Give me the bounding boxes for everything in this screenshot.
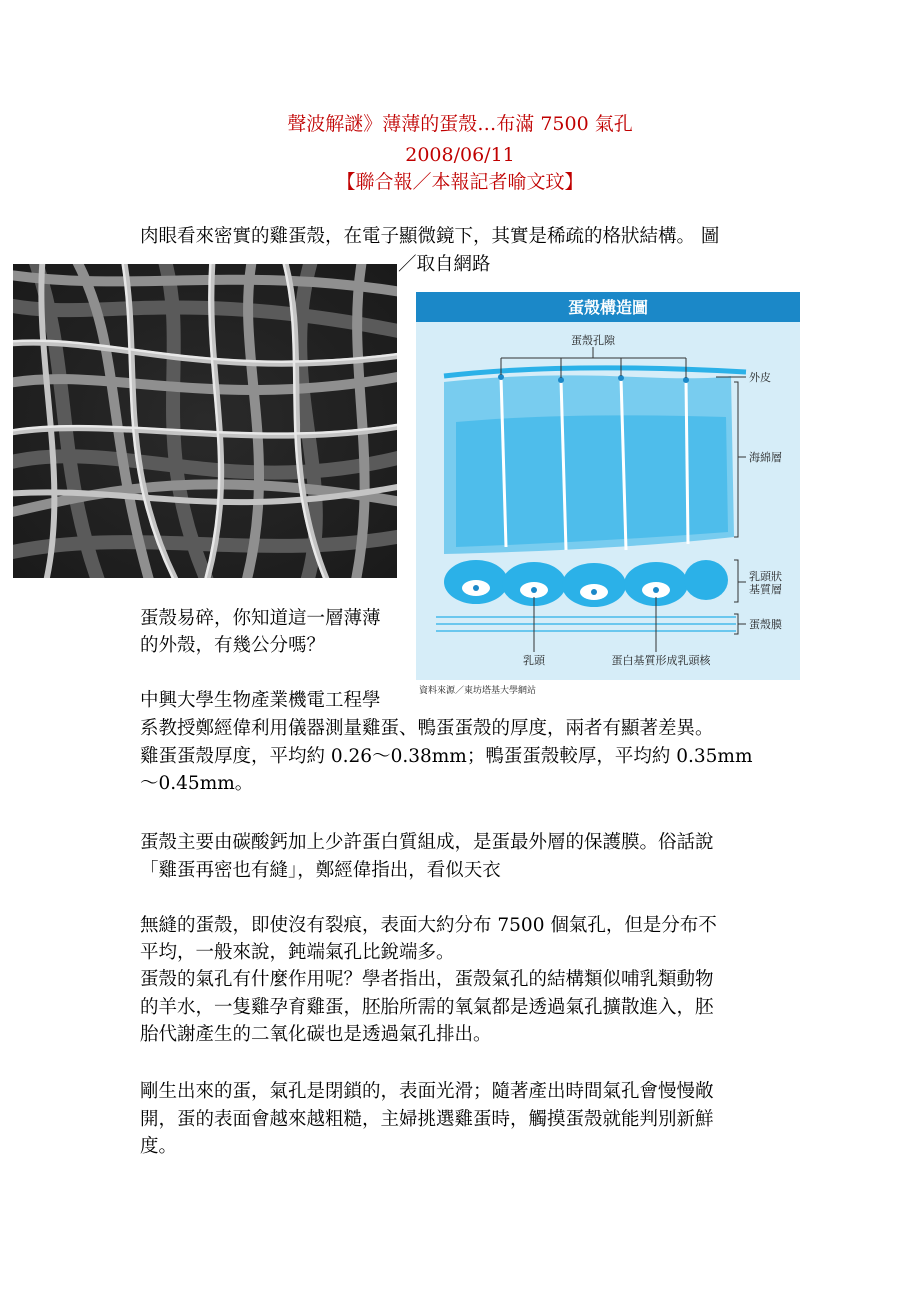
diagram-credit: 資料來源／東坊塔基大學網站 [419,686,537,696]
article-title: 聲波解謎》薄薄的蛋殼…布滿 7500 氣孔 [287,113,633,135]
body-line: 雞蛋蛋殼厚度，平均約 0.26～0.38mm；鴨蛋蛋殼較厚，平均約 0.35mm [140,746,753,767]
body-line: 剛生出來的蛋，氣孔是閉鎖的，表面光滑；隨著產出時間氣孔會慢慢敞 [140,1081,714,1102]
label-membrane: 蛋殼膜 [749,618,782,631]
article-date: 2008/06/11 [405,144,515,166]
body-line: 「雞蛋再密也有縫」，鄭經偉指出，看似天衣 [140,860,501,881]
body-line: 度。 [140,1136,178,1157]
body-line: 胎代謝產生的二氧化碳也是透過氣孔排出。 [140,1024,492,1045]
body-line: 中興大學生物產業機電工程學 [140,690,381,711]
label-papilla: 乳頭 [523,654,545,667]
eggshell-micrograph-image [13,264,397,578]
caption-line: 肉眼看來密實的雞蛋殼，在電子顯微鏡下，其實是稀疏的格狀結構。 圖 [140,226,720,247]
body-line: 系教授鄭經偉利用儀器測量雞蛋、鴨蛋蛋殼的厚度，兩者有顯著差異。 [140,718,714,739]
label-sponge: 海綿層 [749,451,782,464]
body-line: 蛋殼的氣孔有什麼作用呢？學者指出，蛋殼氣孔的結構類似哺乳類動物 [140,969,714,990]
caption-line: ／取自網路 [398,254,491,275]
body-line: 平均，一般來說，鈍端氣孔比銳端多。 [140,942,455,963]
label-pores: 蛋殼孔隙 [571,334,615,347]
body-line: 的外殼，有幾公分嗎？ [140,635,326,656]
body-line: 無縫的蛋殼，即使沒有裂痕，表面大約分布 7500 個氣孔，但是分布不 [140,915,717,936]
diagram-title: 蛋殼構造圖 [567,298,649,317]
body-line: 開，蛋的表面會越來越粗糙，主婦挑選雞蛋時，觸摸蛋殼就能判別新鮮 [140,1109,714,1130]
label-core: 蛋白基質形成乳頭核 [611,654,711,667]
body-line: ～0.45mm。 [140,773,254,794]
eggshell-structure-diagram [416,292,800,680]
body-line: 的羊水，一隻雞孕育雞蛋，胚胎所需的氧氣都是透過氣孔擴散進入，胚 [140,997,714,1018]
body-line: 蛋殼易碎，你知道這一層薄薄 [140,608,381,629]
label-mammillary: 乳頭狀基質層 [749,570,782,596]
article-source: 【聯合報／本報記者喻文玟】 [336,171,584,193]
label-cuticle: 外皮 [749,371,771,384]
body-line: 蛋殼主要由碳酸鈣加上少許蛋白質組成，是蛋最外層的保護膜。俗話說 [140,832,714,853]
